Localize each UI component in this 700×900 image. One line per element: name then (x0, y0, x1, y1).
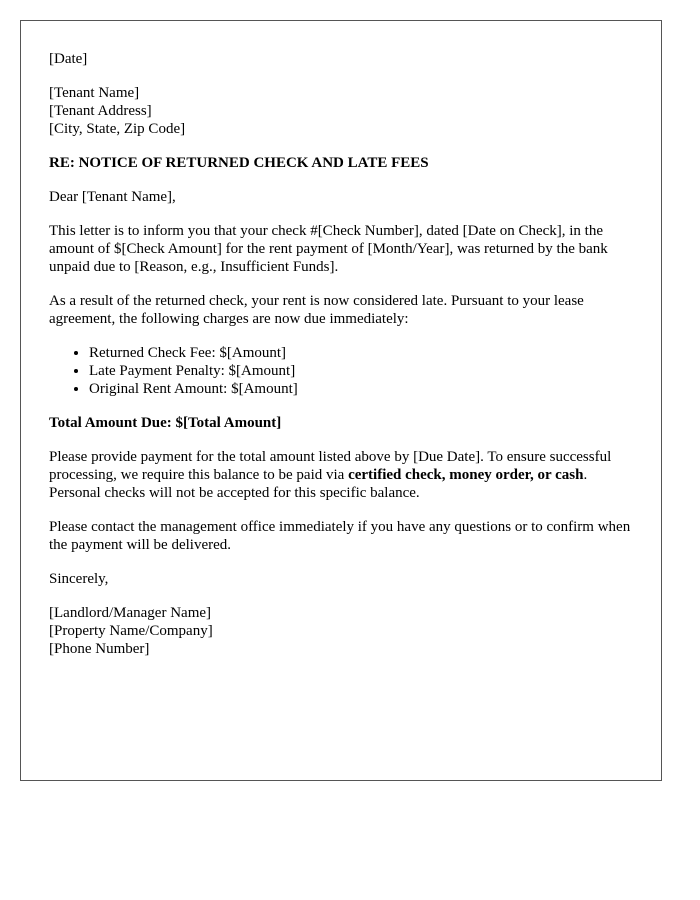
letter-page (20, 20, 662, 781)
signature-phone: [Phone Number] (49, 641, 150, 657)
tenant-city-state-zip: [City, State, Zip Code] (49, 121, 186, 137)
tenant-address-block (49, 84, 639, 138)
paragraph-payment-instructions (49, 448, 639, 502)
charge-item-returned-check-fee: • Returned Check Fee: $[Amount] (89, 344, 639, 362)
charge-item-original-rent: • Original Rent Amount: $[Amount] (89, 380, 639, 398)
letter-subject: RE: NOTICE OF RETURNED CHECK AND LATE FEES (49, 155, 429, 171)
total-amount-due: Total Amount Due: $[Total Amount] (49, 415, 282, 431)
payment-methods-emphasis: certified check, money order, or cash (348, 467, 584, 483)
signature-company: [Property Name/Company] (49, 623, 213, 639)
payment-instructions-text-2: . Personal checks will not be accepted for this specific balance. (49, 467, 588, 501)
letter-content (49, 50, 639, 658)
payment-instructions-text-1: Please provide payment for the total amount listed above by [Due Date]. To ensure successful processing, we require this balance to be paid via (49, 449, 612, 483)
tenant-name: [Tenant Name] (49, 85, 140, 101)
closing: Sincerely, (49, 571, 109, 587)
signature-name: [Landlord/Manager Name] (49, 605, 212, 621)
signature-block (49, 604, 639, 658)
charges-list (49, 344, 639, 398)
salutation: Dear [Tenant Name], (49, 189, 176, 205)
charge-item-late-payment-penalty: • Late Payment Penalty: $[Amount] (89, 362, 639, 380)
letter-date: [Date] (49, 51, 88, 67)
paragraph-returned-check: This letter is to inform you that your check #[Check Number], dated [Date on Check], in the amount of $[Check Amount] for the rent payment of [Month/Year], was returned by the bank unpaid due to [Reason, e.g., Insufficient Funds]. (49, 223, 608, 275)
paragraph-contact: Please contact the management office immediately if you have any questions or to confirm when the payment will be delivered. (49, 519, 631, 553)
paragraph-late-charges: As a result of the returned check, your rent is now considered late. Pursuant to your lease agreement, the following charges are now due immediately: (49, 293, 584, 327)
tenant-address: [Tenant Address] (49, 103, 152, 119)
